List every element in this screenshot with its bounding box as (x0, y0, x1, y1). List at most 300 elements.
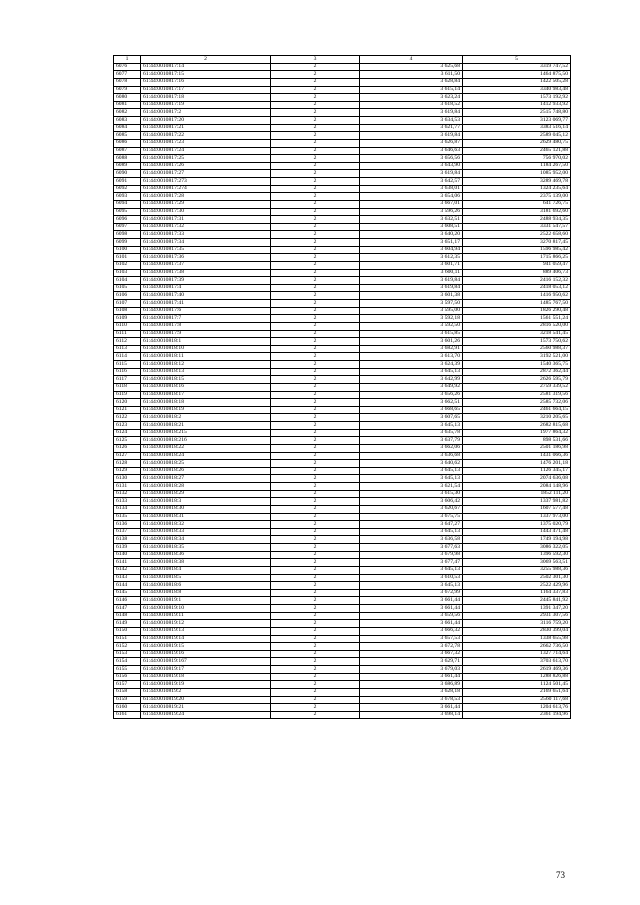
cadastral-value: 2501 186,98 (463, 444, 571, 452)
cadastral-number: 61:44:0010817:6 (141, 307, 271, 315)
table-row (114, 536, 571, 544)
table-row (114, 307, 571, 315)
row-number: 6146 (114, 597, 141, 605)
cadastral-value: 3123 069,77 (463, 117, 571, 125)
area-value: 3 679,98 (360, 551, 463, 559)
row-number: 6080 (114, 94, 141, 102)
category-code: 2 (271, 559, 360, 567)
row-number: 6154 (114, 658, 141, 666)
area-value: 3 657,53 (360, 635, 463, 643)
cadastral-value: 1184 267,50 (463, 162, 571, 170)
area-value: 3 636,68 (360, 452, 463, 460)
area-value: 3 662,51 (360, 399, 463, 407)
row-number: 6114 (114, 353, 141, 361)
row-number: 6092 (114, 185, 141, 193)
row-number: 6153 (114, 650, 141, 658)
cadastral-value: 3116 759,20 (463, 620, 571, 628)
category-code: 2 (271, 551, 360, 559)
area-value: 3 615,14 (360, 86, 463, 94)
category-code: 2 (271, 635, 360, 643)
cadastral-value: 2759 339,52 (463, 383, 571, 391)
row-number: 6132 (114, 490, 141, 498)
table-row (114, 544, 571, 552)
table-row (114, 643, 571, 651)
row-number: 6159 (114, 696, 141, 704)
cadastral-value: 2626 595,79 (463, 376, 571, 384)
cadastral-value: 3319 747,52 (463, 63, 571, 71)
row-number: 6137 (114, 528, 141, 536)
area-value: 3 628,84 (360, 78, 463, 86)
table-row (114, 597, 571, 605)
row-number: 6138 (114, 536, 141, 544)
table-row (114, 353, 571, 361)
category-code: 2 (271, 597, 360, 605)
cadastral-value: 2830 399,04 (463, 627, 571, 635)
table-row (114, 193, 571, 201)
cadastral-number: 61:44:0010818:15 (141, 376, 271, 384)
table-row (114, 101, 571, 109)
cadastral-value: 2816 520,00 (463, 322, 571, 330)
area-value: 3 626,87 (360, 139, 463, 147)
category-code: 2 (271, 643, 360, 651)
cadastral-number: 61:44:0010818:4 (141, 566, 271, 574)
table-row (114, 216, 571, 224)
cadastral-number: 61:44:0010819:1 (141, 597, 271, 605)
cadastral-number: 61:44:0010817:27 (141, 170, 271, 178)
table-row (114, 78, 571, 86)
area-value: 3 643,90 (360, 162, 463, 170)
area-value: 3 661,44 (360, 620, 463, 628)
cadastral-value: 2872 362,44 (463, 368, 571, 376)
category-code: 2 (271, 414, 360, 422)
row-number: 6118 (114, 383, 141, 391)
cadastral-value: 3289 469,78 (463, 178, 571, 186)
area-value: 3 666,32 (360, 627, 463, 635)
category-code: 2 (271, 444, 360, 452)
table-row (114, 147, 571, 155)
cadastral-value: 1852 111,20 (463, 490, 571, 498)
category-code: 2 (271, 94, 360, 102)
cadastral-number: 61:44:0010817:9 (141, 330, 271, 338)
table-row (114, 94, 571, 102)
cadastral-number: 61:44:0010819:10 (141, 605, 271, 613)
row-number: 6115 (114, 361, 141, 369)
cadastral-value: 3192 521,00 (463, 353, 571, 361)
row-number: 6094 (114, 200, 141, 208)
category-code: 2 (271, 666, 360, 674)
cadastral-value: 941 059,47 (463, 261, 571, 269)
area-value: 3 667,01 (360, 200, 463, 208)
cadastral-number: 61:44:0010818:11 (141, 353, 271, 361)
area-value: 3 642,99 (360, 376, 463, 384)
cadastral-number: 61:44:0010819:20 (141, 696, 271, 704)
cadastral-number: 61:44:0010817:32 (141, 223, 271, 231)
table-row (114, 513, 571, 521)
row-number: 6136 (114, 521, 141, 529)
category-code: 2 (271, 261, 360, 269)
row-number: 6127 (114, 452, 141, 460)
table-row (114, 368, 571, 376)
table-row (114, 635, 571, 643)
cadastral-number: 61:44:0010818:10 (141, 345, 271, 353)
table-row (114, 231, 571, 239)
area-value: 3 607,65 (360, 414, 463, 422)
area-value: 3 600,11 (360, 269, 463, 277)
column-header-2: 2 (141, 56, 271, 64)
cadastral-number: 61:44:0010818:21 (141, 422, 271, 430)
category-code: 2 (271, 139, 360, 147)
table-row (114, 437, 571, 445)
area-value: 3 604,94 (360, 246, 463, 254)
cadastral-value: 3086 322,05 (463, 544, 571, 552)
category-code: 2 (271, 536, 360, 544)
cadastral-value: 1464 875,50 (463, 71, 571, 79)
category-code: 2 (271, 391, 360, 399)
cadastral-number: 61:44:0010817:39 (141, 277, 271, 285)
table-row (114, 208, 571, 216)
category-code: 2 (271, 185, 360, 193)
area-value: 3 637,79 (360, 437, 463, 445)
row-number: 6119 (114, 391, 141, 399)
table-row (114, 315, 571, 323)
table-row (114, 688, 571, 696)
cadastral-value: 2515 748,80 (463, 109, 571, 117)
cadastral-value: 3181 692,60 (463, 208, 571, 216)
table-row (114, 261, 571, 269)
area-value: 3 661,44 (360, 704, 463, 712)
cadastral-number: 61:44:0010818:2 (141, 414, 271, 422)
area-value: 3 645,13 (360, 422, 463, 430)
cadastral-number: 61:44:0010817:273 (141, 178, 271, 186)
cadastral-value: 1338 655,98 (463, 635, 571, 643)
category-code: 2 (271, 300, 360, 308)
row-number: 6161 (114, 711, 141, 719)
cadastral-value: 2682 815,68 (463, 422, 571, 430)
area-value: 3 642,57 (360, 178, 463, 186)
row-number: 6095 (114, 208, 141, 216)
row-number: 6083 (114, 117, 141, 125)
table-row (114, 361, 571, 369)
category-code: 2 (271, 322, 360, 330)
category-code: 2 (271, 528, 360, 536)
cadastral-number: 61:44:0010817:38 (141, 269, 271, 277)
table-row (114, 505, 571, 513)
category-code: 2 (271, 460, 360, 468)
table-row (114, 63, 571, 71)
category-code: 2 (271, 505, 360, 513)
area-value: 3 635,78 (360, 429, 463, 437)
cadastral-value: 2619 469,36 (463, 666, 571, 674)
cadastral-number: 61:44:0010818:17 (141, 391, 271, 399)
cadastral-value: 2418 053,12 (463, 284, 571, 292)
category-code: 2 (271, 200, 360, 208)
cadastral-number: 61:44:0010817:33 (141, 231, 271, 239)
table-row (114, 139, 571, 147)
table-row (114, 559, 571, 567)
table-row (114, 566, 571, 574)
category-code: 2 (271, 406, 360, 414)
category-code: 2 (271, 475, 360, 483)
cadastral-value: 2465 121,88 (463, 147, 571, 155)
cadastral-number: 61:44:0010817:4 (141, 284, 271, 292)
cadastral-value: 3703 613,70 (463, 658, 571, 666)
category-code: 2 (271, 345, 360, 353)
category-code: 2 (271, 696, 360, 704)
area-value: 3 675,75 (360, 513, 463, 521)
cadastral-value: 1085 952,00 (463, 170, 571, 178)
cadastral-value: 1327 714,64 (463, 650, 571, 658)
cadastral-number: 61:44:0010817:30 (141, 208, 271, 216)
category-code: 2 (271, 71, 360, 79)
cadastral-number: 61:44:0010817:17 (141, 86, 271, 94)
cadastral-value: 1715 866,25 (463, 254, 571, 262)
area-value: 3 645,13 (360, 566, 463, 574)
table-row (114, 406, 571, 414)
table-row (114, 300, 571, 308)
category-code: 2 (271, 498, 360, 506)
area-value: 3 638,01 (360, 185, 463, 193)
area-value: 3 592,18 (360, 315, 463, 323)
cadastral-number: 61:44:0010818:29 (141, 490, 271, 498)
table-row (114, 71, 571, 79)
category-code: 2 (271, 269, 360, 277)
category-code: 2 (271, 658, 360, 666)
category-code: 2 (271, 338, 360, 346)
row-number: 6113 (114, 345, 141, 353)
cadastral-number: 61:44:0010818:26 (141, 467, 271, 475)
table-row (114, 345, 571, 353)
cadastral-value: 3331 547,57 (463, 223, 571, 231)
cadastral-number: 61:44:0010818:36 (141, 551, 271, 559)
cadastral-number: 61:44:0010817:28 (141, 193, 271, 201)
table-row (114, 673, 571, 681)
table-row (114, 162, 571, 170)
row-number: 6107 (114, 300, 141, 308)
cadastral-value: 2522 658,60 (463, 231, 571, 239)
row-number: 6141 (114, 559, 141, 567)
area-value: 3 610,53 (360, 574, 463, 582)
area-value: 3 618,52 (360, 101, 463, 109)
row-number: 6079 (114, 86, 141, 94)
table-row (114, 239, 571, 247)
row-number: 6134 (114, 505, 141, 513)
row-number: 6150 (114, 627, 141, 635)
cadastral-number: 61:44:0010818:8 (141, 589, 271, 597)
cadastral-number: 61:44:0010817:7 (141, 315, 271, 323)
category-code: 2 (271, 246, 360, 254)
area-value: 3 636,58 (360, 536, 463, 544)
cadastral-number: 61:44:0010819:15 (141, 643, 271, 651)
cadastral-number: 61:44:0010817:15 (141, 71, 271, 79)
category-code: 2 (271, 78, 360, 86)
cadastral-number: 61:44:0010817:36 (141, 254, 271, 262)
area-value: 3 672,78 (360, 643, 463, 651)
cadastral-number: 61:44:0010817:26 (141, 162, 271, 170)
area-value: 3 645,13 (360, 528, 463, 536)
table-row (114, 475, 571, 483)
area-value: 3 654,06 (360, 193, 463, 201)
table-row (114, 650, 571, 658)
table-row (114, 269, 571, 277)
cadastral-number: 61:44:0010817:8 (141, 322, 271, 330)
row-number: 6135 (114, 513, 141, 521)
row-number: 6096 (114, 216, 141, 224)
category-code: 2 (271, 277, 360, 285)
area-value: 3 668,65 (360, 406, 463, 414)
category-code: 2 (271, 429, 360, 437)
table-row (114, 551, 571, 559)
area-value: 3 613,70 (360, 353, 463, 361)
row-number: 6086 (114, 139, 141, 147)
table-row (114, 338, 571, 346)
table-body (114, 63, 571, 719)
table-row (114, 521, 571, 529)
cadastral-number: 61:44:0010818:13 (141, 368, 271, 376)
area-value: 3 615,85 (360, 330, 463, 338)
row-number: 6103 (114, 269, 141, 277)
row-number: 6133 (114, 498, 141, 506)
cadastral-number: 61:44:0010817:25 (141, 155, 271, 163)
area-value: 3 645,13 (360, 368, 463, 376)
cadastral-number: 61:44:0010818:5 (141, 574, 271, 582)
area-value: 3 679,03 (360, 666, 463, 674)
area-value: 3 682,91 (360, 345, 463, 353)
area-value: 3 619,84 (360, 277, 463, 285)
cadastral-value: 2074 636,08 (463, 475, 571, 483)
cadastral-number: 61:44:0010819:2 (141, 688, 271, 696)
area-value: 3 596,26 (360, 208, 463, 216)
row-number: 6128 (114, 460, 141, 468)
cadastral-value: 3255 988,36 (463, 566, 571, 574)
table-row (114, 666, 571, 674)
row-number: 6125 (114, 437, 141, 445)
area-value: 3 640,62 (360, 460, 463, 468)
area-value: 3 656,26 (360, 391, 463, 399)
row-number: 6108 (114, 307, 141, 315)
area-value: 3 619,84 (360, 170, 463, 178)
category-code: 2 (271, 254, 360, 262)
table-row (114, 605, 571, 613)
area-value: 3 656,56 (360, 155, 463, 163)
category-code: 2 (271, 688, 360, 696)
cadastral-number: 61:44:0010818:1 (141, 338, 271, 346)
row-number: 6120 (114, 399, 141, 407)
row-number: 6121 (114, 406, 141, 414)
row-number: 6088 (114, 155, 141, 163)
row-number: 6084 (114, 124, 141, 132)
row-number: 6076 (114, 63, 141, 71)
cadastral-number: 61:44:0010817:40 (141, 292, 271, 300)
table-row (114, 429, 571, 437)
cadastral-value: 2461 664,15 (463, 406, 571, 414)
row-number: 6144 (114, 582, 141, 590)
area-value: 3 595,00 (360, 307, 463, 315)
row-number: 6151 (114, 635, 141, 643)
area-value: 3 597,50 (360, 300, 463, 308)
cadastral-value: 1443 471,48 (463, 528, 571, 536)
cadastral-value: 3340 983,48 (463, 86, 571, 94)
category-code: 2 (271, 284, 360, 292)
table-row (114, 696, 571, 704)
category-code: 2 (271, 452, 360, 460)
area-value: 3 662,06 (360, 444, 463, 452)
cadastral-value: 2522 429,96 (463, 582, 571, 590)
row-number: 6093 (114, 193, 141, 201)
category-code: 2 (271, 208, 360, 216)
cadastral-number: 61:44:0010818:216 (141, 437, 271, 445)
category-code: 2 (271, 223, 360, 231)
area-value: 3 592,50 (360, 322, 463, 330)
table-row (114, 170, 571, 178)
row-number: 6160 (114, 704, 141, 712)
row-number: 6097 (114, 223, 141, 231)
table-row (114, 254, 571, 262)
area-value: 3 661,44 (360, 673, 463, 681)
cadastral-number: 61:44:0010818:33 (141, 528, 271, 536)
table-row (114, 681, 571, 689)
table-row (114, 658, 571, 666)
cadastral-number: 61:44:0010818:38 (141, 559, 271, 567)
row-number: 6126 (114, 444, 141, 452)
category-code: 2 (271, 86, 360, 94)
row-number: 6129 (114, 467, 141, 475)
category-code: 2 (271, 216, 360, 224)
area-value: 3 672,99 (360, 589, 463, 597)
cadastral-value: 1391 347,20 (463, 605, 571, 613)
table-header-row (114, 56, 571, 64)
cadastral-number: 61:44:0010817:274 (141, 185, 271, 193)
cadastral-value: 1126 345,17 (463, 467, 571, 475)
row-number: 6100 (114, 246, 141, 254)
cadastral-number: 61:44:0010817:16 (141, 78, 271, 86)
table-row (114, 185, 571, 193)
category-code: 2 (271, 612, 360, 620)
category-code: 2 (271, 673, 360, 681)
cadastral-number: 61:44:0010819:24 (141, 711, 271, 719)
category-code: 2 (271, 383, 360, 391)
cadastral-value: 1164 337,83 (463, 589, 571, 597)
cadastral-number: 61:44:0010817:35 (141, 246, 271, 254)
cadastral-number: 61:44:0010818:25 (141, 460, 271, 468)
table-row (114, 376, 571, 384)
category-code: 2 (271, 650, 360, 658)
row-number: 6143 (114, 574, 141, 582)
cadastral-value: 1324 235,64 (463, 185, 571, 193)
category-code: 2 (271, 124, 360, 132)
area-value: 3 647,27 (360, 521, 463, 529)
category-code: 2 (271, 467, 360, 475)
table-row (114, 483, 571, 491)
row-number: 6124 (114, 429, 141, 437)
area-value: 3 661,44 (360, 605, 463, 613)
table-row (114, 711, 571, 719)
area-value: 3 645,13 (360, 582, 463, 590)
table-row (114, 467, 571, 475)
row-number: 6139 (114, 544, 141, 552)
category-code: 2 (271, 147, 360, 155)
column-header-1: 1 (114, 56, 141, 64)
cadastral-number: 61:44:0010818:22 (141, 444, 271, 452)
row-number: 6101 (114, 254, 141, 262)
cadastral-number: 61:44:0010817:18 (141, 94, 271, 102)
area-value: 3 649,92 (360, 383, 463, 391)
area-value: 3 619,84 (360, 284, 463, 292)
category-code: 2 (271, 132, 360, 140)
cadastral-value: 1396 592,30 (463, 551, 571, 559)
cadastral-value: 2589 045,12 (463, 132, 571, 140)
cadastral-number: 61:44:0010818:16 (141, 383, 271, 391)
cadastral-value: 1573 750,62 (463, 338, 571, 346)
